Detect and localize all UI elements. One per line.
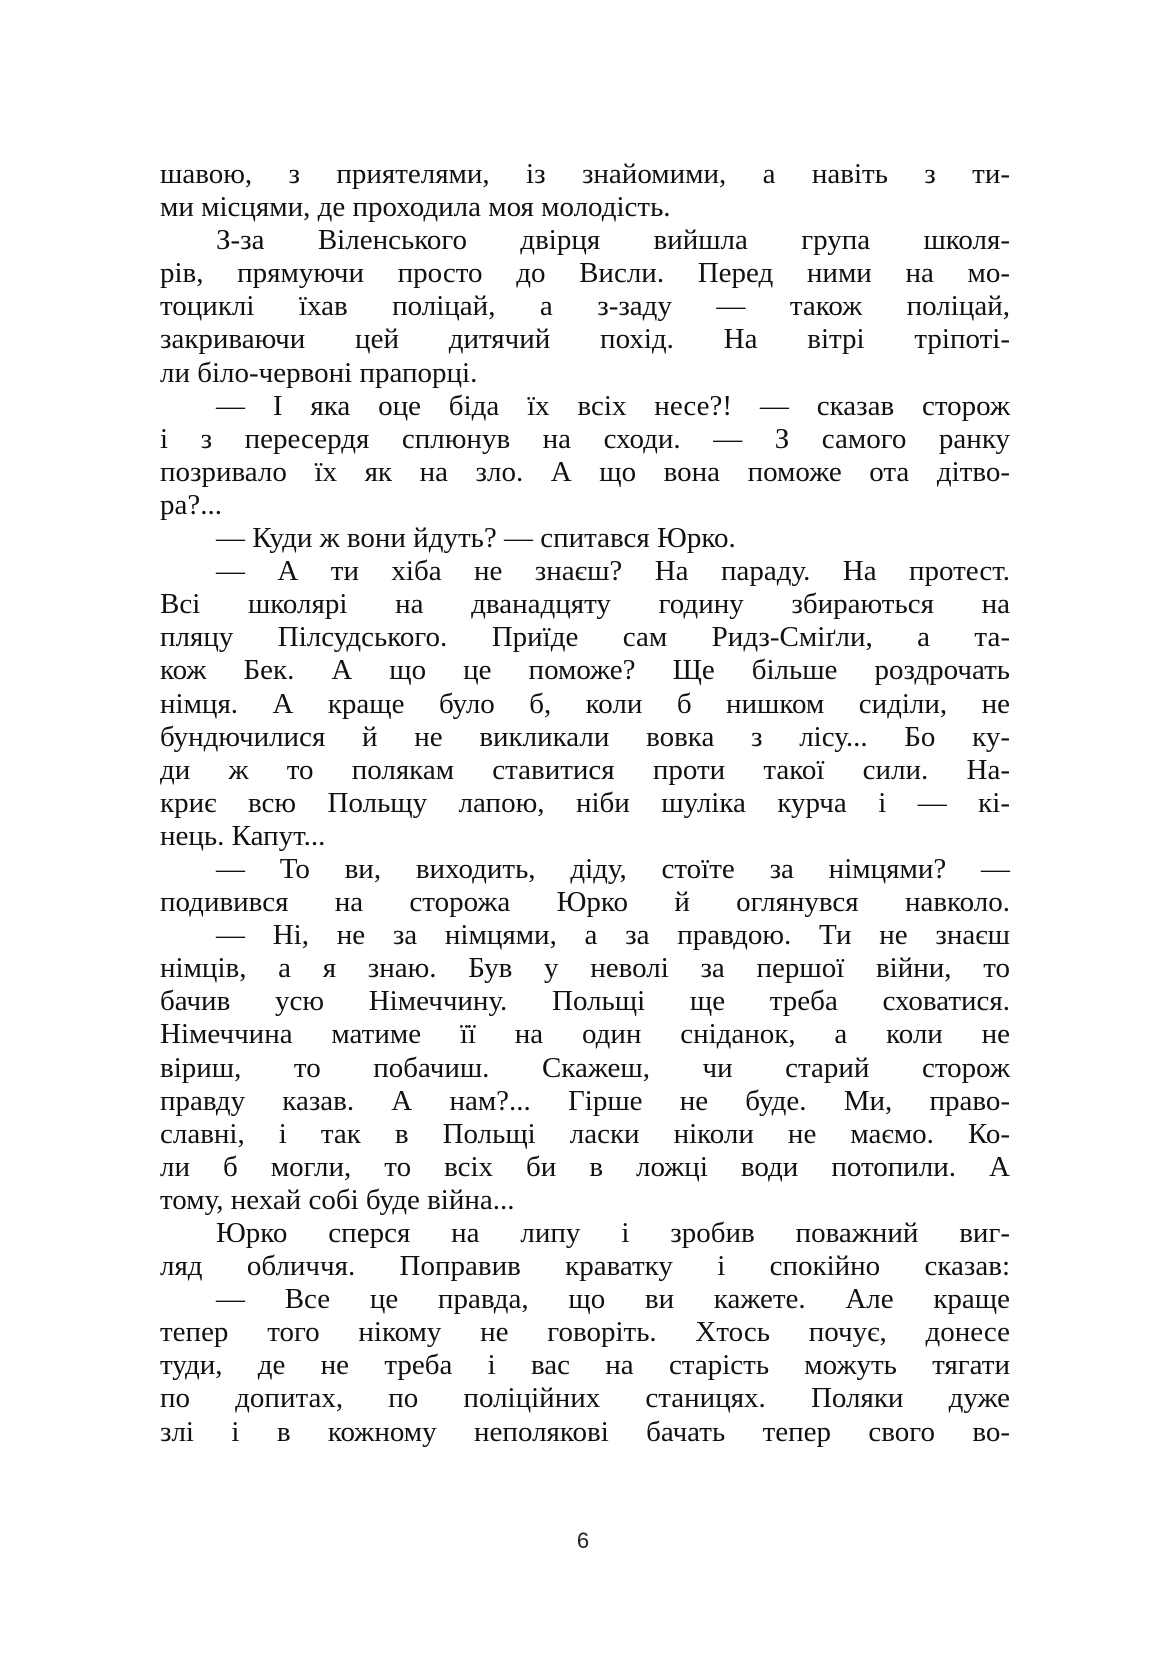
text-line: по допитах, по поліційних станицях. Поляки дуже xyxy=(160,1382,1010,1415)
text-line: бачив усю Німеччину. Польщі ще треба сховатися. xyxy=(160,985,1010,1018)
text-line: нець. Капут... xyxy=(160,819,326,852)
page-number: 6 xyxy=(576,1528,590,1553)
text-line: і з пересердя сплюнув на сходи. — З самого ранку xyxy=(160,422,1010,455)
text-line: віриш, то побачиш. Скажеш, чи старий сторож xyxy=(160,1051,1010,1084)
text-line: тоциклі їхав поліцай, а з-заду — також поліцай, xyxy=(160,290,1010,323)
text-line: славні, і так в Польщі ласки ніколи не маємо. Ко- xyxy=(160,1117,1010,1150)
text-line: криє всю Польщу лапою, ніби шуліка курча і — кі- xyxy=(160,786,1010,819)
text-line: — І яка оце біда їх всіх несе?! — сказав сторож xyxy=(216,389,1010,422)
text-line: ми місцями, де проходила моя молодість. xyxy=(160,191,671,224)
text-line: — То ви, виходить, діду, стоїте за німцями? — xyxy=(216,852,1010,885)
text-line: — Все це правда, що ви кажете. Але краще xyxy=(216,1283,1010,1316)
text-line: правду казав. А нам?... Гірше не буде. Ми, право- xyxy=(160,1084,1010,1117)
text-line: пляцу Пілсудського. Приїде сам Ридз-Сміґли, а та- xyxy=(160,621,1010,654)
text-line: туди, де не треба і вас на старість можуть тягати xyxy=(160,1349,1010,1382)
text-line: — А ти хіба не знаєш? На параду. На протест. xyxy=(216,555,1010,588)
text-line: З-за Віленського двірця вийшла група школя- xyxy=(216,224,1010,257)
text-line: — Куди ж вони йдуть? — спитався Юрко. xyxy=(216,522,736,555)
text-line: шавою, з приятелями, із знайомими, а навіть з ти- xyxy=(160,158,1010,190)
text-line: позривало їх як на зло. А що вона поможе ота дітво- xyxy=(160,455,1010,488)
text-line: німців, а я знаю. Був у неволі за першої війни, то xyxy=(160,952,1010,985)
text-line: тепер того нікому не говоріть. Хтось почує, донесе xyxy=(160,1316,1010,1349)
text-line: бундючилися й не викликали вовка з лісу... Бо ку- xyxy=(160,720,1010,753)
text-line: ли б могли, то всіх би в ложці води потопили. А xyxy=(160,1150,1010,1183)
body-text xyxy=(160,158,1010,1449)
text-line: злі і в кожному неполякові бачать тепер свого во- xyxy=(160,1415,1010,1448)
text-line: тому, нехай собі буде війна... xyxy=(160,1183,515,1216)
text-line: ли біло-червоні прапорці. xyxy=(160,356,478,389)
text-line: ди ж то полякам ставитися проти такої сили. На- xyxy=(160,753,1010,786)
text-line: кож Бек. А що це поможе? Ще більше роздрочать xyxy=(160,654,1010,687)
text-line: Всі школярі на дванадцяту годину збираються на xyxy=(160,588,1010,621)
text-line: ляд обличчя. Поправив краватку і спокійно сказав: xyxy=(160,1250,1010,1283)
text-line: закриваючи цей дитячий похід. На вітрі тріпоті- xyxy=(160,323,1010,356)
text-line: Німеччина матиме її на один сніданок, а коли не xyxy=(160,1018,1010,1051)
text-line: ра?... xyxy=(160,488,222,521)
text-line: Юрко сперся на липу і зробив поважний виг- xyxy=(216,1217,1010,1249)
text-line: рів, прямуючи просто до Висли. Перед ними на мо- xyxy=(160,257,1010,290)
text-line: німця. А краще було б, коли б нишком сиділи, не xyxy=(160,687,1010,720)
text-line: подивився на сторожа Юрко й оглянувся навколо. xyxy=(160,886,1010,919)
text-line: — Ні, не за німцями, а за правдою. Ти не знаєш xyxy=(216,919,1010,952)
